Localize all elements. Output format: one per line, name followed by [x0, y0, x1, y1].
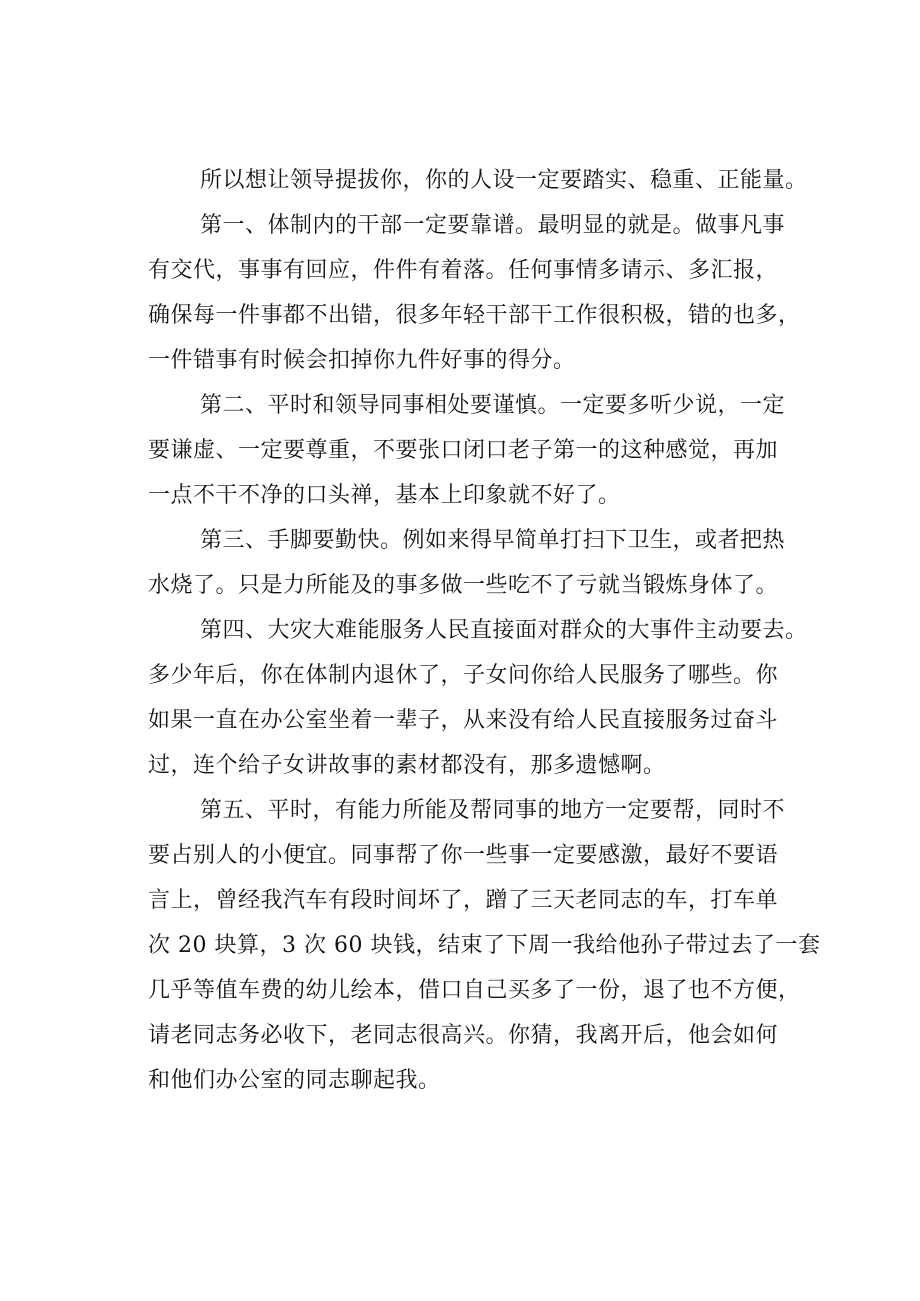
point-4-line-4: 过，连个给子女讲故事的素材都没有，那多遗憾啊。 — [148, 753, 666, 778]
point-1-line-2: 有交代，事事有回应，件件有着落。任何事情多请示、多汇报， — [148, 258, 779, 283]
point-5-line-3: 言上，曾经我汽车有段时间坏了，蹭了三天老同志的车，打车单 — [148, 888, 779, 913]
point-1-line-1: 第一、体制内的干部一定要靠谱。最明显的就是。做事凡事 — [200, 213, 786, 238]
point-2-line-3: 一点不干不净的口头禅，基本上印象就不好了。 — [148, 483, 621, 508]
point-1-line-4: 一件错事有时候会扣掉你九件好事的得分。 — [148, 348, 576, 373]
point-4-line-2: 多少年后，你在体制内退休了，子女问你给人民服务了哪些。你 — [148, 663, 779, 688]
point-3-line-1: 第三、手脚要勤快。例如来得早简单打扫下卫生，或者把热 — [200, 528, 786, 553]
document-body — [148, 158, 828, 1103]
point-5-line-7: 和他们办公室的同志聊起我。 — [148, 1068, 441, 1093]
point-3-line-2: 水烧了。只是力所能及的事多做一些吃不了亏就当锻炼身体了。 — [148, 573, 779, 598]
point-5-line-1: 第五、平时，有能力所能及帮同事的地方一定要帮，同时不 — [200, 798, 786, 823]
point-5-line-2: 要占别人的小便宜。同事帮了你一些事一定要感激，最好不要语 — [148, 843, 779, 868]
point-4-line-1: 第四、大灾大难能服务人民直接面对群众的大事件主动要去。 — [200, 618, 808, 643]
intro-line: 所以想让领导提拔你，你的人设一定要踏实、稳重、正能量。 — [200, 168, 808, 193]
point-5-line-4: 次 20 块算，3 次 60 块钱，结束了下周一我给他孙子带过去了一套 — [148, 933, 821, 958]
point-2-line-2: 要谦虚、一定要尊重，不要张口闭口老子第一的这种感觉，再加 — [148, 438, 779, 463]
point-1-line-3: 确保每一件事都不出错，很多年轻干部干工作很积极，错的也多， — [148, 303, 801, 328]
point-5-line-6: 请老同志务必收下，老同志很高兴。你猜，我离开后，他会如何 — [148, 1023, 779, 1048]
point-5-line-5: 几乎等值车费的幼儿绘本，借口自己买多了一份，退了也不方便， — [148, 978, 801, 1003]
point-2-line-1: 第二、平时和领导同事相处要谨慎。一定要多听少说，一定 — [200, 393, 786, 418]
point-4-line-3: 如果一直在办公室坐着一辈子，从来没有给人民直接服务过奋斗 — [148, 708, 779, 733]
